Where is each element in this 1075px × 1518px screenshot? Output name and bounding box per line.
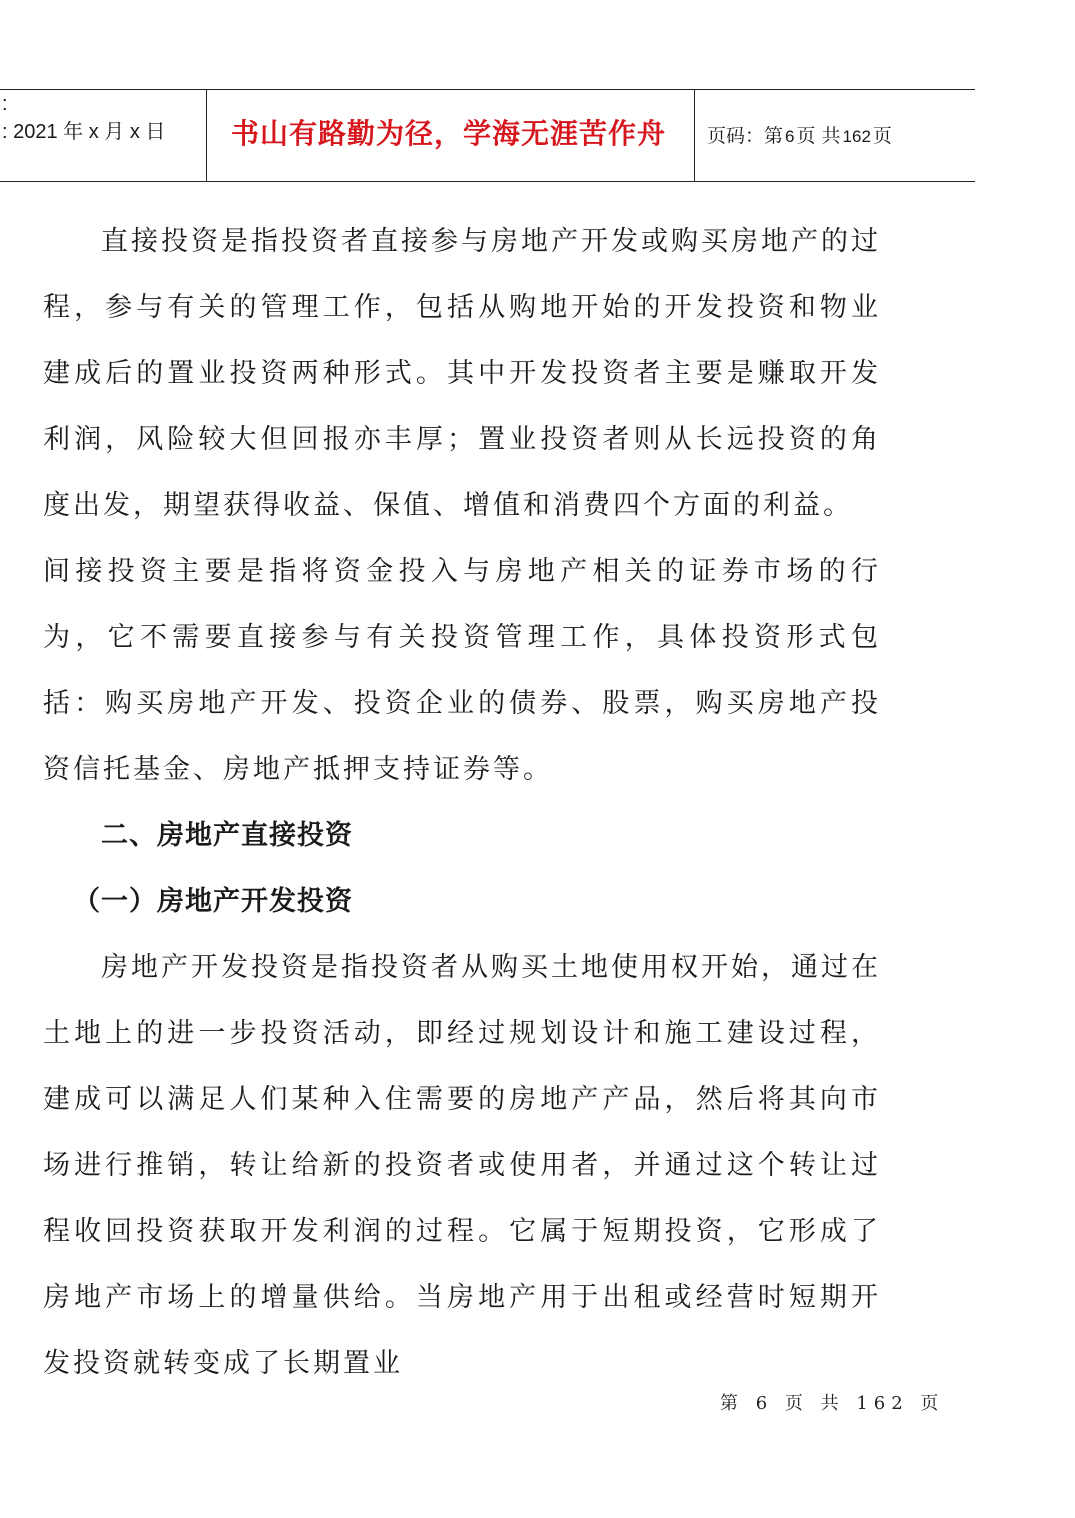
header-motto: 书山有路勤为径，学海无涯苦作舟 — [231, 117, 667, 150]
paragraph-development-investment: 房地产开发投资是指投资者从购买土地使用权开始，通过在土地上的进一步投资活动，即经过规划设计和施工建设过程，建成可以满足人们某种入住需要的房地产产品，然后将其向市场进行推销，转让给新的投资者或使用者，并通过这个转让过程收回投资获取开发利润的过程。它属于短期投资，它形成了房地产市场上的增量供给。当房地产用于出租或经营时短期开发投资就转变成了长期置业 — [43, 952, 881, 1379]
header-pager-cell — [695, 90, 975, 181]
header-colon: : — [2, 93, 8, 115]
page-header — [0, 89, 975, 182]
page-footer-number: 第 6 页 共 162 页 — [720, 1393, 945, 1414]
subsection-heading: （一）房地产开发投资 — [73, 886, 353, 917]
pager-suffix: 页 — [872, 125, 892, 147]
document-body — [43, 209, 881, 1397]
header-page-number — [707, 123, 892, 150]
paragraph-direct-investment: 直接投资是指投资者直接参与房地产开发或购买房地产的过程，参与有关的管理工作，包括从购地开始的开发投资和物业建成后的置业投资两种形式。其中开发投资者主要是赚取开发利润，风险较大但回报亦丰厚；置业投资者则从长远投资的角度出发，期望获得收益、保值、增值和消费四个方面的利益。 — [43, 226, 881, 521]
paragraph-indirect-investment: 间接投资主要是指将资金投入与房地产相关的证券市场的行为，它不需要直接参与有关投资管理工作，具体投资形式包括：购买房地产开发、投资企业的债券、股票，购买房地产投资信托基金、房地产抵押支持证券等。 — [43, 556, 881, 785]
pager-middle: 页 共 — [796, 125, 841, 147]
header-date-cell — [0, 90, 207, 181]
section-heading: 二、房地产直接投资 — [101, 820, 353, 851]
pager-total: 162 — [842, 127, 871, 146]
pager-prefix: 页码：第 — [707, 125, 784, 147]
header-motto-cell — [207, 90, 695, 181]
pager-current: 6 — [785, 127, 795, 146]
header-date: : 2021 年 x 月 x 日 — [2, 121, 166, 143]
